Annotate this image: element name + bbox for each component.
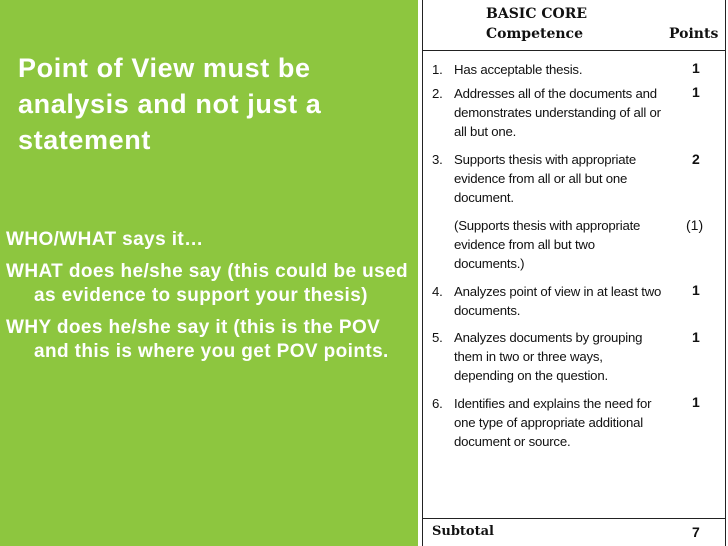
item-text: Supports thesis with appropriate evidence from all or all but one document. (454, 152, 636, 205)
slide-title: Point of View must be analysis and not just a statement (18, 53, 322, 155)
rubric-item-2 (432, 84, 662, 141)
subtotal-value: 7 (692, 524, 700, 540)
rubric-item-6 (432, 394, 662, 451)
item-3-points: 2 (692, 151, 700, 167)
item-number: 5. (432, 330, 443, 345)
table-right-border (725, 0, 726, 546)
bullet-who: WHO/WHAT says it… (6, 229, 204, 250)
item-3-alt-points: (1) (686, 217, 704, 233)
item-number: 6. (432, 396, 443, 411)
rubric-item-5 (432, 328, 662, 385)
item-5-points: 1 (692, 329, 700, 345)
item-number: 4. (432, 284, 443, 299)
header-competence: Competence (486, 26, 583, 42)
rubric-header (486, 4, 587, 44)
rubric-table (420, 0, 728, 546)
item-text: Addresses all of the documents and demonstrates understanding of all or all but one. (454, 86, 661, 139)
item-text: Has acceptable thesis. (454, 62, 583, 77)
item-1-points: 1 (692, 60, 700, 76)
subtotal-rule (423, 518, 725, 519)
rubric-item-3 (432, 150, 662, 207)
subtotal-label: Subtotal (432, 524, 494, 539)
bullet-list (6, 228, 411, 372)
rubric-item-3-alt (432, 216, 662, 273)
rubric-item-4 (432, 282, 662, 320)
table-left-border (422, 0, 423, 546)
item-text: Identifies and explains the need for one type of appropriate additional document or source. (454, 396, 652, 449)
item-text: (Supports thesis with appropriate evidence from all but two documents.) (454, 218, 641, 271)
item-number: 2. (432, 86, 443, 101)
header-basic-core: BASIC CORE (486, 6, 588, 22)
bullet-why: WHY does he/she say it (this is the POV and this is where you get POV points. (6, 317, 389, 362)
item-number: 1. (432, 62, 443, 77)
item-4-points: 1 (692, 282, 700, 298)
header-rule (423, 50, 725, 51)
points-header: Points (669, 26, 719, 42)
item-text: Analyzes point of view in at least two documents. (454, 284, 662, 318)
item-6-points: 1 (692, 394, 700, 410)
item-2-points: 1 (692, 84, 700, 100)
item-text: Analyzes documents by grouping them in two or three ways, depending on the question. (454, 330, 643, 383)
bullet-what: WHAT does he/she say (this could be used as evidence to support your thesis) (6, 261, 409, 306)
item-number: 3. (432, 152, 443, 167)
rubric-item-1 (432, 60, 662, 79)
